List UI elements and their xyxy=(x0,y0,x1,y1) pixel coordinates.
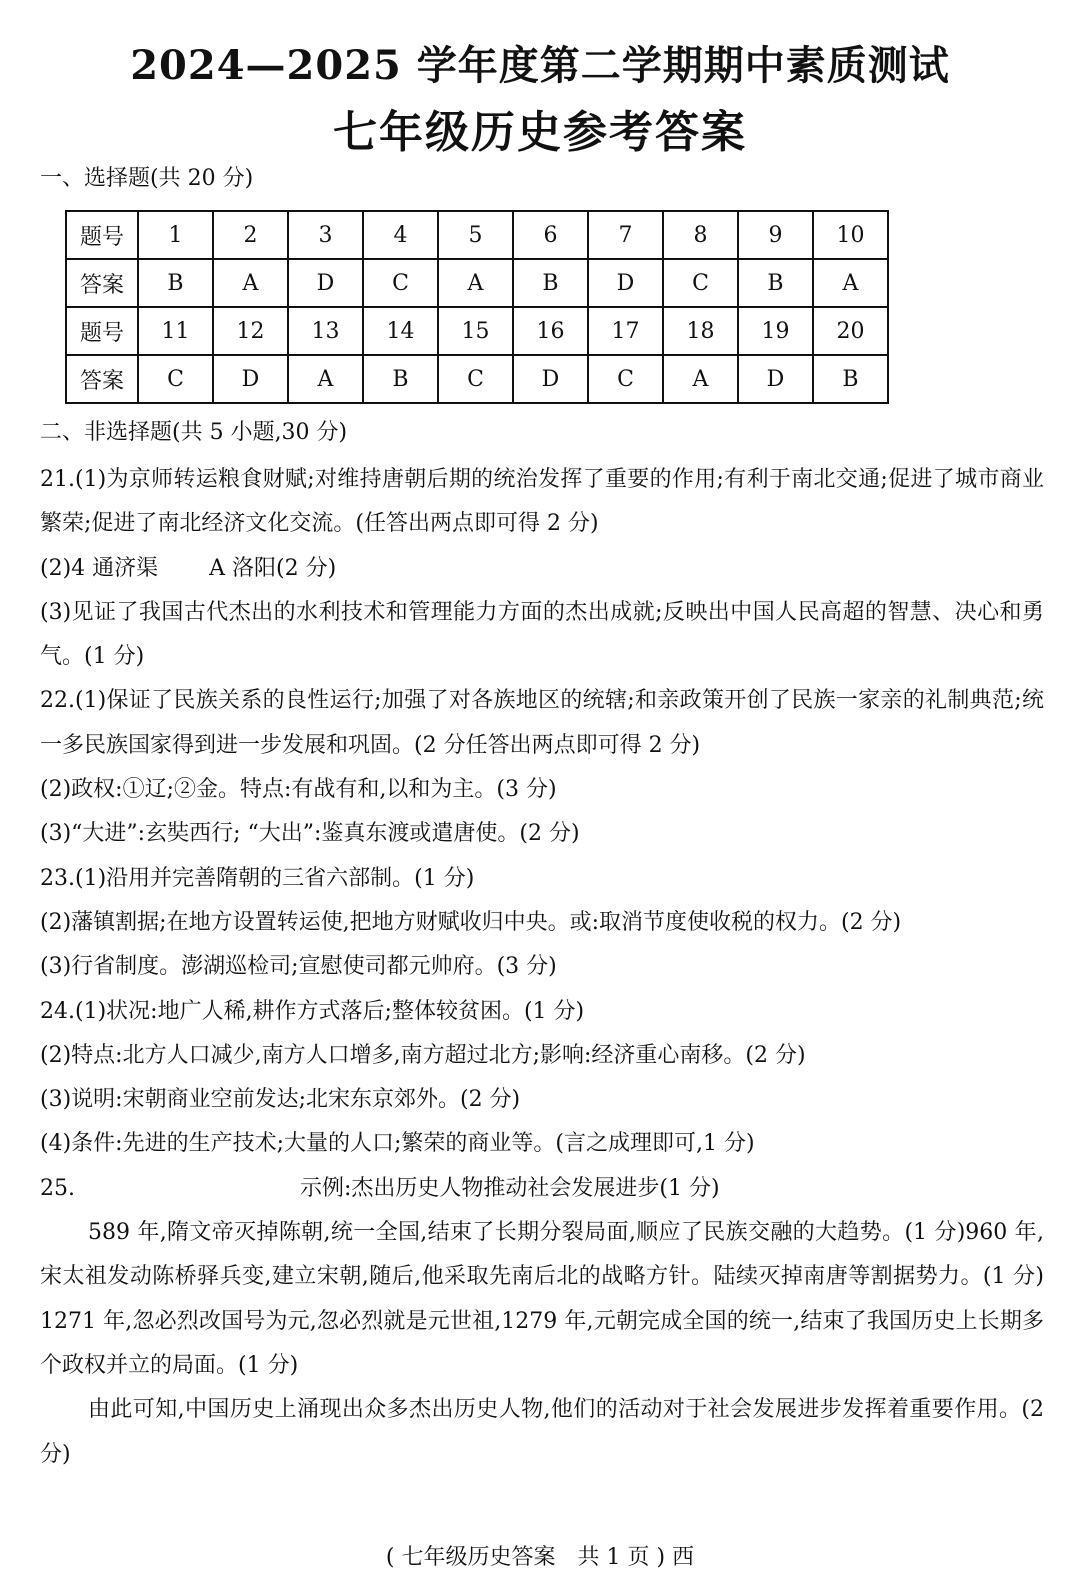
answer-cell: B xyxy=(513,259,588,307)
answer-cell: A xyxy=(663,355,738,403)
answer-22-2: (2)政权:①辽;②金。特点:有战有和,以和为主。(3 分) xyxy=(40,777,557,803)
question-number: 17 xyxy=(588,307,663,355)
answer-22-1: 22.(1)保证了民族关系的良性运行;加强了对各族地区的统辖;和亲政策开创了民族一家亲的礼制典范;统一多民族国家得到进一步发展和巩固。(2 分任答出两点即可得 2 分) xyxy=(40,688,1044,758)
question-number: 16 xyxy=(513,307,588,355)
answer-cell: D xyxy=(213,355,288,403)
question-number: 18 xyxy=(663,307,738,355)
non-choice-answers xyxy=(40,458,1044,1477)
table-row xyxy=(66,307,888,355)
question-25-number: 25. xyxy=(40,1175,75,1201)
section1-heading: 一、选择题(共 20 分) xyxy=(40,166,254,191)
answer-21-1: 21.(1)为京师转运粮食财赋;对维持唐朝后期的统治发挥了重要的作用;有利于南北交通;促进了城市商业繁荣;促进了南北经济文化交流。(任答出两点即可得 2 分) xyxy=(40,467,1044,537)
answer-cell: B xyxy=(138,259,213,307)
answer-cell: D xyxy=(738,355,813,403)
answer-cell: C xyxy=(663,259,738,307)
question-number: 6 xyxy=(513,211,588,259)
table-row xyxy=(66,355,888,403)
answer-24-2: (2)特点:北方人口减少,南方人口增多,南方超过北方;影响:经济重心南移。(2 分) xyxy=(40,1042,806,1068)
question-number: 15 xyxy=(438,307,513,355)
question-number: 7 xyxy=(588,211,663,259)
answer-cell: C xyxy=(438,355,513,403)
answer-cell: A xyxy=(288,355,363,403)
answer-24-4: (4)条件:先进的生产技术;大量的人口;繁荣的商业等。(言之成理即可,1 分) xyxy=(40,1131,755,1157)
answer-cell: D xyxy=(513,355,588,403)
exam-subtitle: 七年级历史参考答案 xyxy=(333,107,747,158)
row-label: 题号 xyxy=(66,307,138,355)
answer-cell: C xyxy=(363,259,438,307)
question-number: 12 xyxy=(213,307,288,355)
answer-22-3: (3)“大进”:玄奘西行; “大出”:鉴真东渡或遣唐使。(2 分) xyxy=(40,821,580,847)
answer-cell: B xyxy=(363,355,438,403)
page-footer: ( 七年级历史答案 共 1 页 ) 西 xyxy=(385,1545,695,1570)
answer-cell: A xyxy=(438,259,513,307)
question-number: 8 xyxy=(663,211,738,259)
question-number: 14 xyxy=(363,307,438,355)
question-number: 9 xyxy=(738,211,813,259)
question-number: 11 xyxy=(138,307,213,355)
answer-cell: D xyxy=(288,259,363,307)
row-label: 答案 xyxy=(66,259,138,307)
question-number: 2 xyxy=(213,211,288,259)
answer-25-paragraph-2: 由此可知,中国历史上涌现出众多杰出历史人物,他们的活动对于社会发展进步发挥着重要作用。(2 分) xyxy=(40,1397,1044,1467)
section2-heading: 二、非选择题(共 5 小题,30 分) xyxy=(40,420,348,445)
question-25-example-title: 示例:杰出历史人物推动社会发展进步(1 分) xyxy=(300,1175,720,1201)
answer-21-2: (2)4 通济渠 A 洛阳(2 分) xyxy=(40,555,337,581)
row-label: 题号 xyxy=(66,211,138,259)
question-number: 13 xyxy=(288,307,363,355)
question-number: 19 xyxy=(738,307,813,355)
row-label: 答案 xyxy=(66,355,138,403)
choice-answer-table xyxy=(65,210,889,404)
answer-25-paragraph-1: 589 年,隋文帝灭掉陈朝,统一全国,结束了长期分裂局面,顺应了民族交融的大趋势。(1 分)960 年,宋太祖发动陈桥驿兵变,建立宋朝,随后,他采取先南后北的战略方针。陆续灭掉南唐等割据势力。(1 分) 1271 年,忽必烈改国号为元,忽必烈就是元世祖,1279 年,元朝完成全国的统一,结束了我国历史上长期多个政权并立的局面。(1 分) xyxy=(40,1220,1044,1378)
answer-cell: C xyxy=(138,355,213,403)
answer-24-1: 24.(1)状况:地广人稀,耕作方式落后;整体较贫困。(1 分) xyxy=(40,998,585,1024)
answer-24-3: (3)说明:宋朝商业空前发达;北宋东京郊外。(2 分) xyxy=(40,1087,521,1113)
answer-23-3: (3)行省制度。澎湖巡检司;宣慰使司都元帅府。(3 分) xyxy=(40,954,557,980)
answer-cell: A xyxy=(213,259,288,307)
answer-23-2: (2)藩镇割据;在地方设置转运使,把地方财赋收归中央。或:取消节度使收税的权力。(2 分) xyxy=(40,909,902,935)
question-number: 4 xyxy=(363,211,438,259)
answer-cell: B xyxy=(738,259,813,307)
answer-cell: B xyxy=(813,355,888,403)
question-number: 3 xyxy=(288,211,363,259)
table-row xyxy=(66,211,888,259)
question-number: 1 xyxy=(138,211,213,259)
answer-cell: C xyxy=(588,355,663,403)
answer-23-1: 23.(1)沿用并完善隋朝的三省六部制。(1 分) xyxy=(40,865,475,891)
question-number: 10 xyxy=(813,211,888,259)
answer-cell: A xyxy=(813,259,888,307)
answer-21-3: (3)见证了我国古代杰出的水利技术和管理能力方面的杰出成就;反映出中国人民高超的智慧、决心和勇气。(1 分) xyxy=(40,599,1044,670)
table-row xyxy=(66,259,888,307)
exam-title: 2024—2025 学年度第二学期期中素质测试 xyxy=(130,42,950,89)
question-number: 20 xyxy=(813,307,888,355)
answer-25-header xyxy=(40,1167,1044,1211)
question-number: 5 xyxy=(438,211,513,259)
answer-cell: D xyxy=(588,259,663,307)
